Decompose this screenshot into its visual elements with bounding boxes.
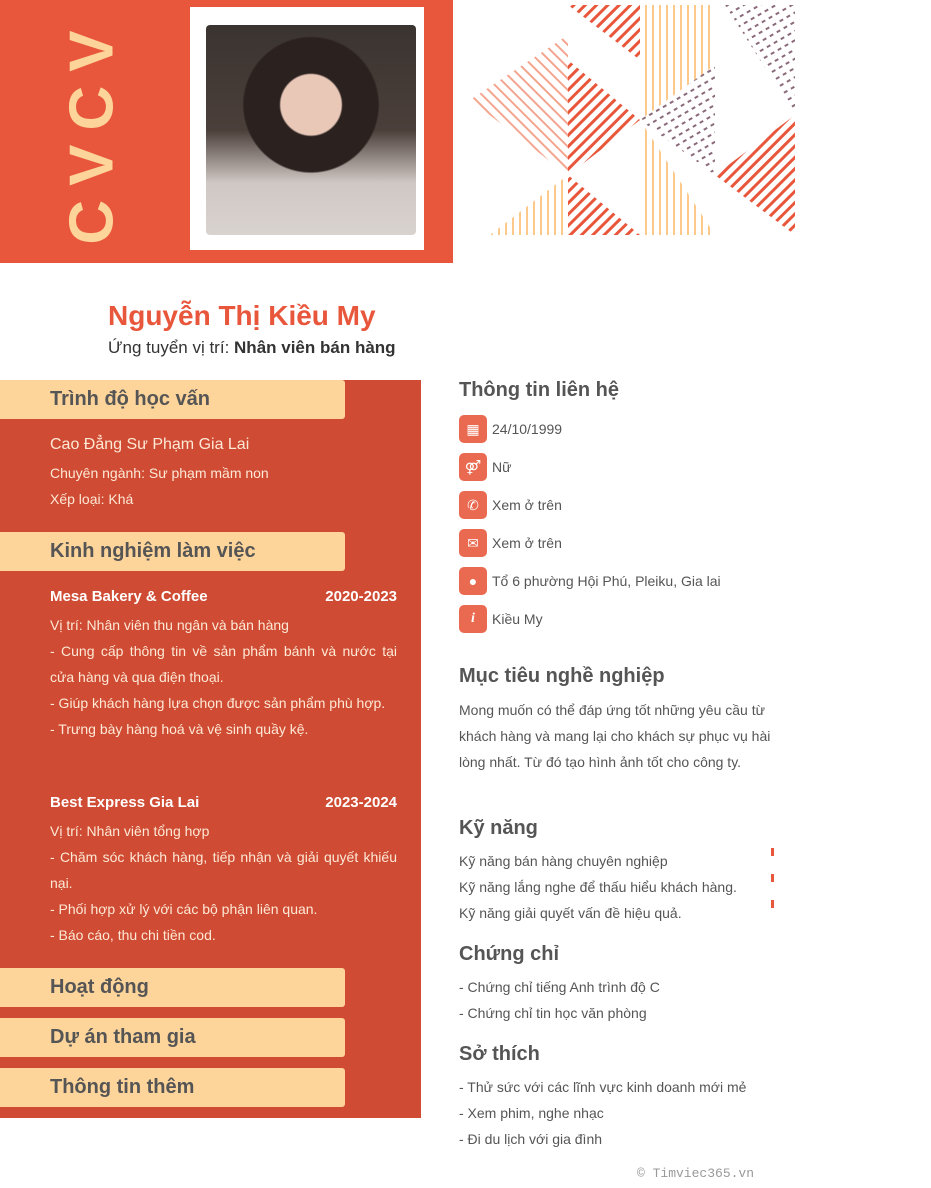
job-line: - Báo cáo, thu chi tiền cod. — [50, 927, 216, 943]
hobby-item: - Đi du lịch với gia đình — [459, 1131, 603, 1147]
candidate-name: Nguyễn Thị Kiều My — [108, 300, 376, 331]
contact-birthday — [459, 415, 562, 443]
projects-heading: Dự án tham gia — [0, 1018, 345, 1057]
objective-heading: Mục tiêu nghề nghiệp — [459, 665, 665, 687]
contact-value: Kiều My — [492, 611, 543, 627]
copyright: © Timviec365.vn — [637, 1166, 755, 1181]
contact-value: Tổ 6 phường Hội Phú, Pleiku, Gia lai — [492, 573, 721, 589]
contact-social — [459, 605, 543, 633]
skill-rating-bar — [771, 900, 774, 908]
job-years: 2023-2024 — [325, 794, 397, 811]
job-line: - Chăm sóc khách hàng, tiếp nhận và giải quyết khiếu nại. — [50, 849, 397, 891]
skills-heading: Kỹ năng — [459, 817, 538, 839]
experience-heading: Kinh nghiệm làm việc — [0, 532, 345, 571]
skill-item: Kỹ năng bán hàng chuyên nghiệp — [459, 853, 668, 869]
activities-heading: Hoạt động — [0, 968, 345, 1007]
hobby-item: - Xem phim, nghe nhạc — [459, 1105, 604, 1121]
info-icon: i — [459, 605, 487, 633]
objective-text: Mong muốn có thể đáp ứng tốt những yêu cầu từ khách hàng và mang lại cho khách sự phục vụ hài lòng nhất. Từ đó tạo hình ảnh tốt cho công ty. — [459, 702, 771, 770]
contact-value: 24/10/1999 — [492, 421, 563, 437]
profile-photo — [206, 25, 416, 235]
education-heading: Trình độ học vấn — [0, 380, 345, 419]
job-company: Best Express Gia Lai — [50, 794, 200, 811]
contact-address — [459, 567, 721, 595]
cert-item: - Chứng chỉ tiếng Anh trình độ C — [459, 979, 660, 995]
apply-label: Ứng tuyển vị trí: — [108, 338, 230, 357]
contact-phone — [459, 491, 562, 519]
decorative-pattern — [470, 5, 795, 235]
skill-item: Kỹ năng lắng nghe để thấu hiểu khách hàng. — [459, 879, 737, 895]
job-description — [50, 818, 397, 948]
contact-heading: Thông tin liên hệ — [459, 379, 619, 401]
job-company: Mesa Bakery & Coffee — [50, 588, 208, 605]
hobby-item: - Thử sức với các lĩnh vực kinh doanh mới mẻ — [459, 1079, 747, 1095]
phone-icon: ✆ — [459, 491, 487, 519]
cert-item: - Chứng chỉ tin học văn phòng — [459, 1005, 647, 1021]
job-line: - Giúp khách hàng lựa chọn được sản phẩm phù hợp. — [50, 695, 386, 711]
extra-info-heading: Thông tin thêm — [0, 1068, 345, 1107]
job-line: Vị trí: Nhân viên thu ngân và bán hàng — [50, 617, 289, 633]
contact-value: Xem ở trên — [492, 535, 562, 551]
contact-email — [459, 529, 562, 557]
job-line: - Cung cấp thông tin về sản phẩm bánh và nước tại cửa hàng và qua điện thoại. — [50, 643, 397, 685]
job-years: 2020-2023 — [325, 588, 397, 605]
gender-icon: ⚤ — [459, 453, 487, 481]
logo-text: CVCV — [57, 15, 127, 245]
left-column — [0, 380, 421, 1118]
school: Cao Đẳng Sư Phạm Gia Lai — [50, 436, 250, 453]
job-line: Vị trí: Nhân viên tổng hợp — [50, 823, 210, 839]
job-description — [50, 612, 397, 742]
skill-item: Kỹ năng giải quyết vấn đề hiệu quả. — [459, 905, 682, 921]
contact-value: Nữ — [492, 459, 512, 475]
contact-value: Xem ở trên — [492, 497, 562, 513]
email-icon: ✉ — [459, 529, 487, 557]
job-line: - Trưng bày hàng hoá và vệ sinh quầy kệ. — [50, 721, 309, 737]
contact-gender — [459, 453, 511, 481]
apply-position: Nhân viên bán hàng — [234, 338, 396, 357]
logo — [57, 5, 127, 255]
location-icon: ● — [459, 567, 487, 595]
calendar-icon: ▦ — [459, 415, 487, 443]
skill-rating-bar — [771, 848, 774, 856]
applied-position — [108, 338, 396, 358]
certs-heading: Chứng chỉ — [459, 943, 560, 965]
skill-rating-bar — [771, 874, 774, 882]
hobbies-heading: Sở thích — [459, 1043, 540, 1065]
grade: Xếp loại: Khá — [50, 491, 134, 507]
major: Chuyên ngành: Sư phạm mầm non — [50, 465, 269, 481]
job-line: - Phối hợp xử lý với các bộ phận liên quan. — [50, 901, 318, 917]
